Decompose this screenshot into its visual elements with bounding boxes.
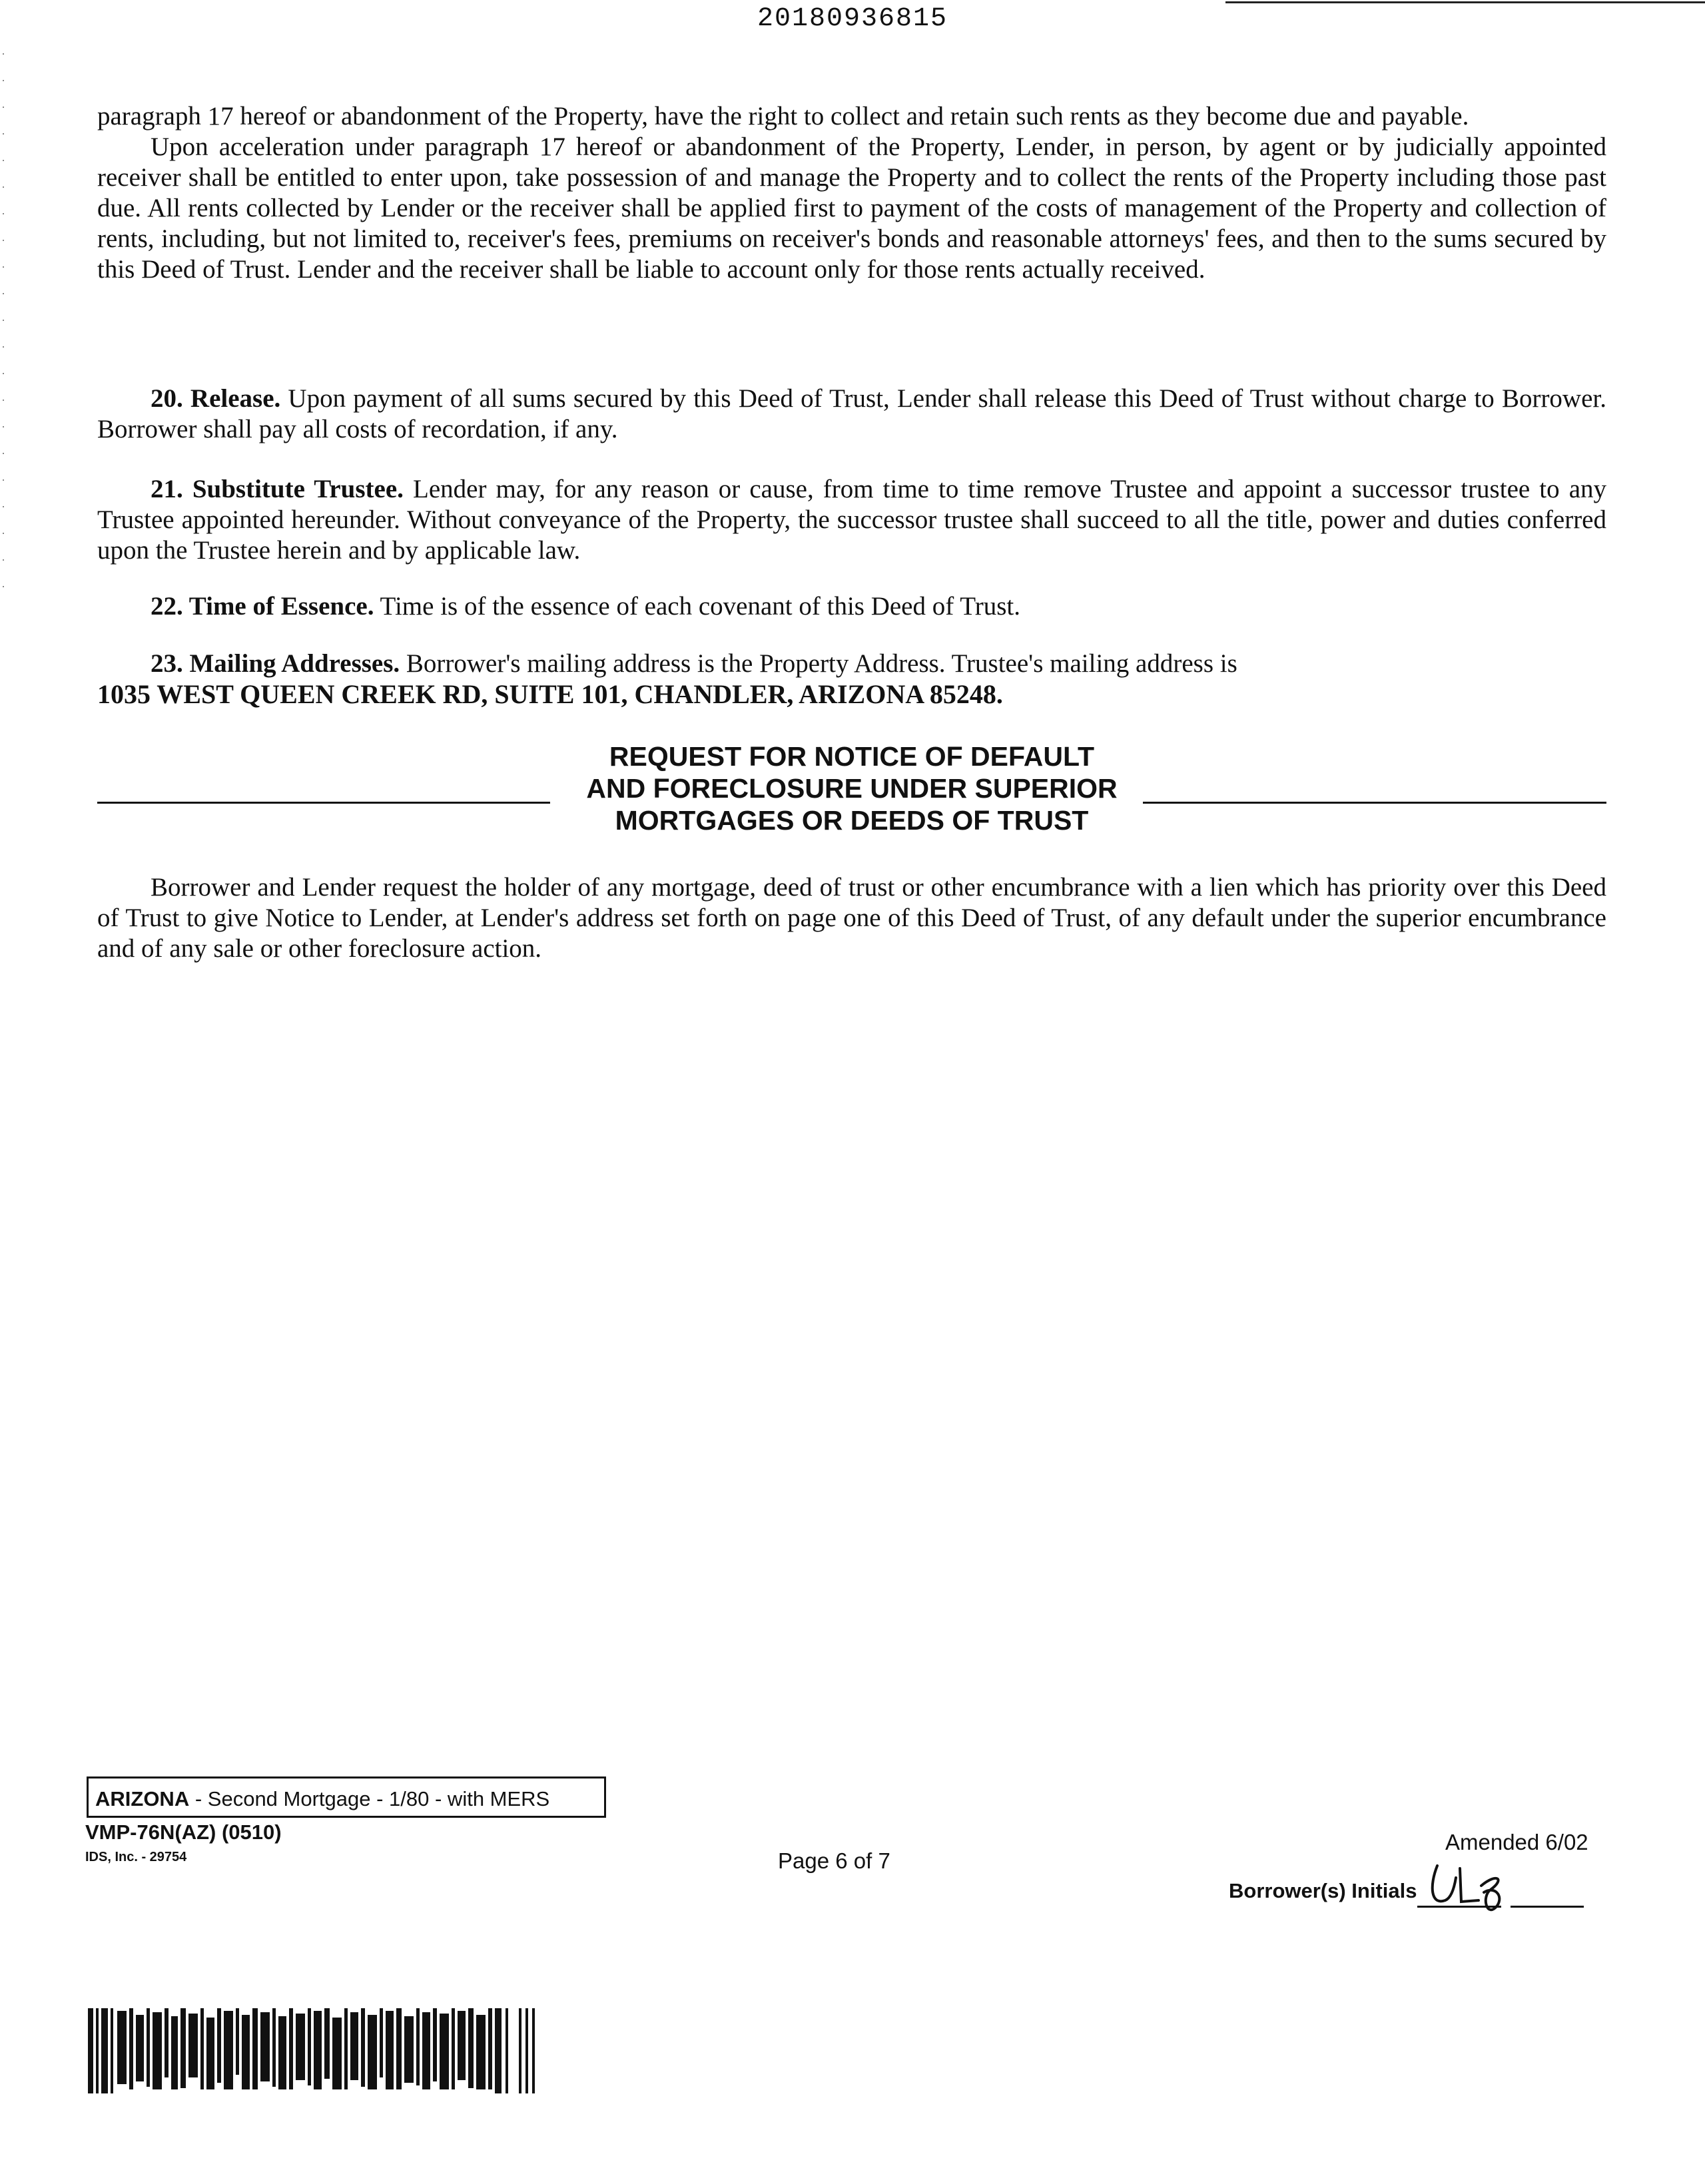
section-22 [97, 591, 1606, 622]
section-23 [97, 649, 1606, 710]
form-description: - Second Mortgage - 1/80 - with MERS [194, 1787, 550, 1810]
request-notice-body: Borrower and Lender request the holder of any mortgage, deed of trust or other encumbrance with a lien which has priority over this Deed of Trust to give Notice to Lender, at Lender's address set forth on page one of this Deed of Trust, of any default under the superior encumbrance and of any sale or other foreclosure action. [97, 873, 1606, 963]
section-text: Lender may, for any reason or cause, from time to time remove Trustee and appoint a successor trustee to any Trustee appointed hereunder. Without conveyance of the Property, the successor trustee shall succeed to all the title, power and duties conferred upon the Trustee herein and by applicable law. [97, 475, 1606, 565]
section-text: Upon payment of all sums secured by this Deed of Trust, Lender shall release this Deed of Trust without charge to Borrower. Borrower shall pay all costs of recordation, if any. [97, 384, 1606, 443]
scan-margin-marks [3, 53, 4, 599]
page-number: Page 6 of 7 [778, 1848, 890, 1873]
ids-code: IDS, Inc. - 29754 [85, 1850, 187, 1864]
document-number: 20180936815 [757, 4, 948, 34]
barcode [88, 2008, 567, 2093]
section-text: Time is of the essence of each covenant of this Deed of Trust. [380, 592, 1020, 621]
section-heading: 20. Release. [151, 384, 281, 413]
trustee-address: 1035 WEST QUEEN CREEK RD, SUITE 101, CHANDLER, ARIZONA 85248. [97, 679, 1003, 709]
section-20 [97, 384, 1606, 445]
initials-line-2 [1511, 1906, 1584, 1908]
paragraph-continuation: paragraph 17 hereof or abandonment of the Property, have the right to collect and retain such rents as they become due and payable. [97, 102, 1469, 131]
section-21 [97, 474, 1606, 566]
amended-date: Amended 6/02 [1445, 1830, 1588, 1854]
initials-signature [1417, 1859, 1511, 1923]
form-title-box [87, 1776, 606, 1818]
request-notice-title: REQUEST FOR NOTICE OF DEFAULT AND FORECLOSURE UNDER SUPERIOR MORTGAGES OR DEEDS OF TRUST [586, 741, 1118, 836]
section-heading: 22. Time of Essence. [151, 592, 374, 621]
form-id: VMP-76N(AZ) (0510) [85, 1820, 282, 1844]
top-edge-line [1225, 1, 1705, 3]
section-heading: 21. Substitute Trustee. [151, 475, 404, 503]
initials-label: Borrower(s) Initials [1229, 1879, 1417, 1902]
paragraph-acceleration: Upon acceleration under paragraph 17 hereof or abandonment of the Property, Lender, in person, by agent or by judicially appointed receiver shall be entitled to enter upon, take possession of and manage the Property and to collect the rents of the Property including those past due. All rents collected by Lender or the receiver shall be applied first to payment of the costs of management of the Property and collection of rents, including, but not limited to, receiver's fees, premiums on receiver's bonds and reasonable attorneys' fees, and then to the sums secured by this Deed of Trust. Lender and the receiver shall be liable to account only for those rents actually received. [97, 133, 1606, 284]
section-heading: 23. Mailing Addresses. [151, 649, 400, 678]
request-notice-heading [97, 740, 1606, 840]
section-text: Borrower's mailing address is the Property Address. Trustee's mailing address is [406, 649, 1237, 678]
document-body [97, 101, 1606, 285]
form-state: ARIZONA [95, 1787, 190, 1810]
